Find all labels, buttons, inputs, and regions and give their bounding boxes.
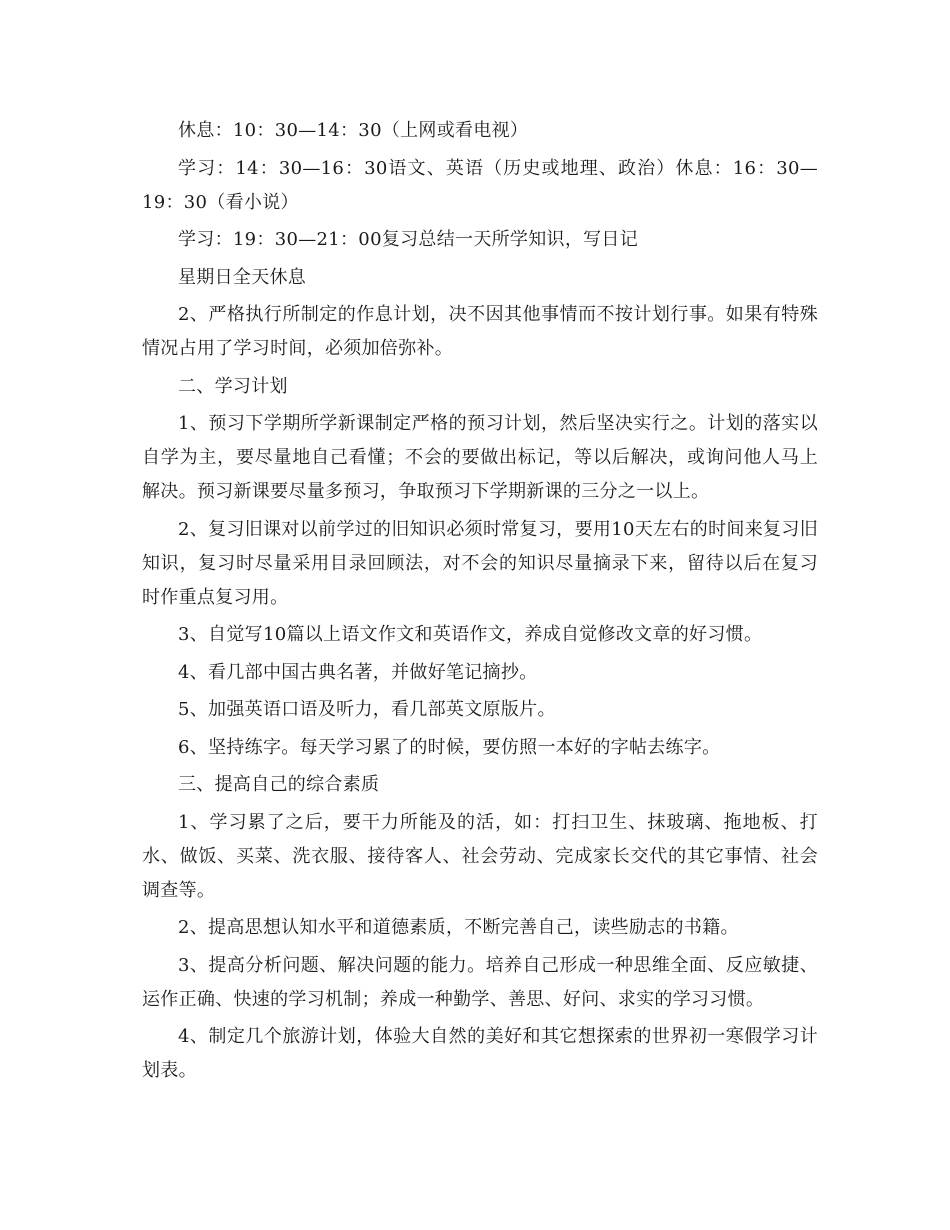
section-heading-study-plan: 二、学习计划 [178,375,288,397]
paragraph-problem-solving: 3、提高分析问题、解决问题的能力。培养自己形成一种思维全面、反应敏捷、运作正确、快速的学习机制；养成一种勤学、善思、好问、求实的学习习惯。 [142,954,818,1010]
paragraph-study-afternoon: 学习：14：30—16：30语文、英语（历史或地理、政治）休息：16：30—19：30（看小说） [142,157,818,213]
paragraph-housework: 1、学习累了之后，要干力所能及的活，如：打扫卫生、抹玻璃、拖地板、打水、做饭、买菜、洗衣服、接待客人、社会劳动、完成家长交代的其它事情、社会调查等。 [142,811,818,901]
paragraph-sunday-rest: 星期日全天休息 [178,266,307,288]
paragraph-review-plan: 2、复习旧课对以前学过的旧知识必须时常复习，要用10天左右的时间来复习旧知识，复习时尽量采用目录回顾法，对不会的知识尽量摘录下来，留待以后在复习时作重点复习用。 [142,518,818,608]
paragraph-moral-quality: 2、提高思想认知水平和道德素质，不断完善自己，读些励志的书籍。 [178,917,739,938]
paragraph-reading-plan: 4、看几部中国古典名著，并做好笔记摘抄。 [178,661,538,683]
document-body [142,114,818,1092]
paragraph-rest-midday: 休息：10：30—14：30（上网或看电视） [178,120,529,141]
paragraph-preview-plan: 1、预习下学期所学新课制定严格的预习计划，然后坚决实行之。计划的落实以自学为主，要尽量地自己看懂；不会的要做出标记，等以后解决，或询问他人马上解决。预习新课要尽量多预习，争取预习下学期新课的三分之一以上。 [142,413,818,502]
paragraph-schedule-rule: 2、严格执行所制定的作息计划，决不因其他事情而不按计划行事。如果有特殊情况占用了学习时间，必须加倍弥补。 [142,304,818,359]
paragraph-calligraphy-plan: 6、坚持练字。每天学习累了的时候，要仿照一本好的字帖去练字。 [178,736,721,758]
paragraph-travel-plan: 4、制定几个旅游计划，体验大自然的美好和其它想探索的世界初一寒假学习计划表。 [142,1026,818,1081]
paragraph-writing-plan: 3、自觉写10篇以上语文作文和英语作文，养成自觉修改文章的好习惯。 [178,624,763,645]
section-heading-quality: 三、提高自己的综合素质 [178,774,380,795]
paragraph-english-plan: 5、加强英语口语及听力，看几部英文原版片。 [178,699,556,720]
paragraph-study-evening: 学习：19：30—21：00复习总结一天所学知识，写日记 [178,229,639,250]
